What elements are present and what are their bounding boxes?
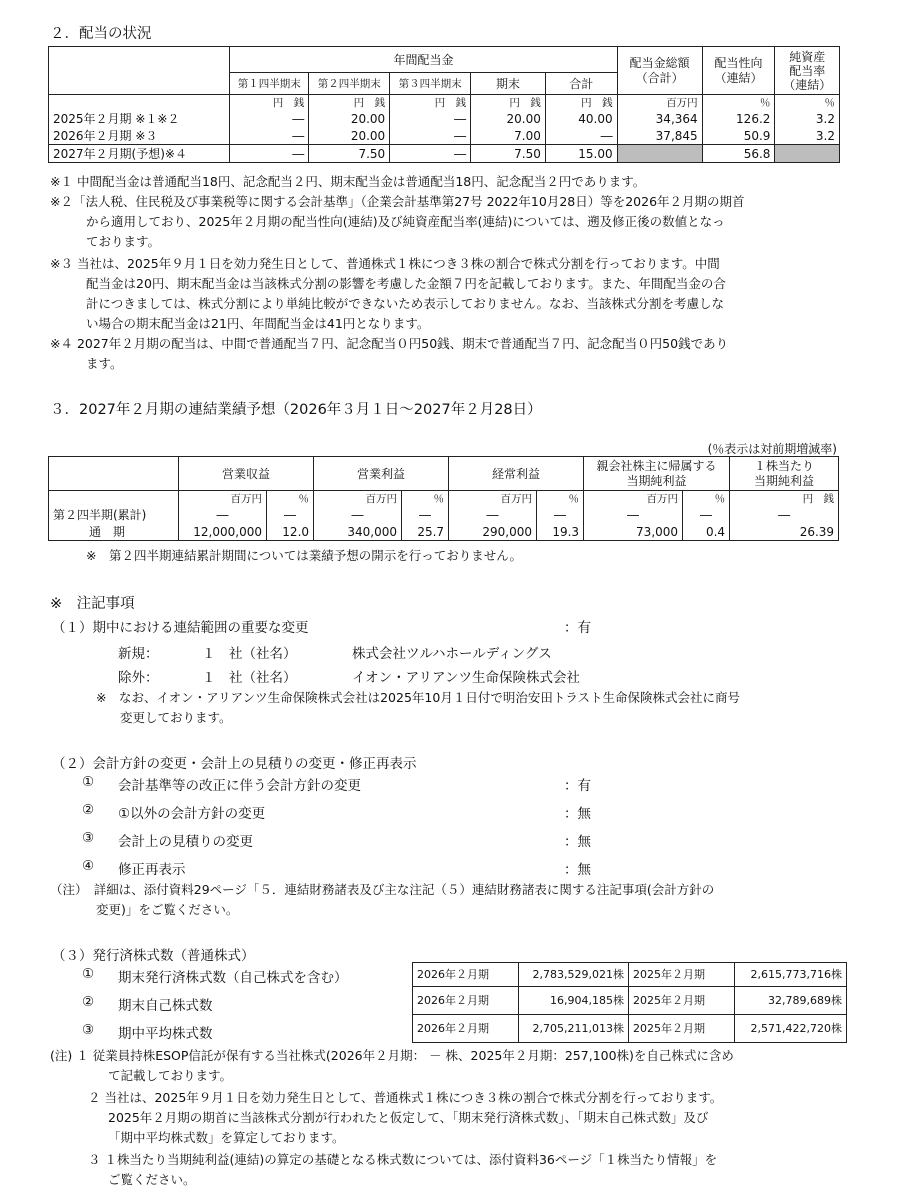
section2-title: ２．配当の状況 xyxy=(50,26,152,42)
cell-shaded xyxy=(617,145,702,163)
dividend-note: ます。 xyxy=(86,356,123,371)
nav-ratio-header: 純資産 配当率 （連結） xyxy=(775,47,840,95)
notes-title: ※ 注記事項 xyxy=(50,596,135,612)
cell: ― xyxy=(314,507,402,524)
excluded-count: １ 社（社名） xyxy=(202,670,297,686)
cell: ― xyxy=(230,145,309,163)
ord-income-header: 経常利益 xyxy=(449,457,584,491)
table-row xyxy=(413,963,847,987)
unit-yen: 円 銭 xyxy=(471,95,546,111)
shares-cell: 2,783,529,021株 xyxy=(519,963,629,987)
forecast-note: ※ 第２四半期連結累計期間については業績予想の開示を行っておりません。 xyxy=(86,548,522,563)
new-company: 株式会社ツルハホールディングス xyxy=(352,646,552,662)
eps-header: １株当たり 当期純利益 xyxy=(730,457,839,491)
cell: 7.00 xyxy=(471,128,546,145)
payout-total-header: 配当金総額 （合計） xyxy=(617,47,702,95)
unit-pct: ％ xyxy=(267,491,314,507)
shares-item-text: 期中平均株式数 xyxy=(118,1026,213,1042)
row-label: 第２四半期(累計) xyxy=(49,507,179,524)
dividend-note: ※３ 当社は、2025年９月１日を効力発生日として、普通株式１株につき３株の割合で株式分割を行っております。中間 xyxy=(50,256,720,271)
policy-remark: （注） 詳細は、添付資料29ページ「５．連結財務諸表及び主な注記（５）連結財務諸表に関する注記事項(会計方針の xyxy=(50,882,715,897)
revenue-header: 営業収益 xyxy=(179,457,314,491)
policy-item-text: 会計上の見積りの変更 xyxy=(118,834,253,850)
period-cell: 2025年２月期 xyxy=(629,987,735,1015)
cell: ― xyxy=(390,145,471,163)
cell: 126.2 xyxy=(702,111,775,128)
scope-change-title: （１）期中における連結範囲の重要な変更 xyxy=(52,620,309,636)
period-cell: 2026年２月期 xyxy=(413,987,519,1015)
annual-dividend-header: 年間配当金 xyxy=(230,47,617,73)
policy-item-num: ④ xyxy=(82,858,95,874)
new-count: １ 社（社名） xyxy=(202,646,297,662)
unit-yen: 円 銭 xyxy=(309,95,390,111)
scope-change-value: ：有 xyxy=(564,620,591,636)
cell: 290,000 xyxy=(449,524,537,541)
op-income-header: 営業利益 xyxy=(314,457,449,491)
cell: 56.8 xyxy=(702,145,775,163)
table-row xyxy=(413,1015,847,1043)
cell-shaded xyxy=(775,145,840,163)
dividend-note: い場合の期末配当金は21円、年間配当金は41円となります。 xyxy=(86,316,430,331)
row-label: 2027年２月期(予想)※４ xyxy=(49,145,230,163)
shares-cell: 2,571,422,720株 xyxy=(735,1015,847,1043)
net-income-header: 親会社株主に帰属する 当期純利益 xyxy=(584,457,730,491)
cell: 40.00 xyxy=(545,111,617,128)
policy-change-title: （２）会計方針の変更・会計上の見積りの変更・修正再表示 xyxy=(52,756,417,772)
period-cell: 2025年２月期 xyxy=(629,963,735,987)
cell: ― xyxy=(390,128,471,145)
period-cell: 2026年２月期 xyxy=(413,1015,519,1043)
shares-remark: (注) １ 従業員持株ESOP信託が保有する当社株式(2026年２月期： － 株、2025年２月期：257,100株)を自己株式に含め xyxy=(50,1048,734,1063)
shares-item-num: ① xyxy=(82,966,95,982)
table-row xyxy=(49,507,839,524)
policy-item-value: ：無 xyxy=(564,806,591,822)
fy-header: 期末 xyxy=(471,73,546,95)
shares-remark: 「期中平均株式数」を算定しております。 xyxy=(108,1130,345,1145)
cell: 20.00 xyxy=(309,111,390,128)
policy-item-num: ② xyxy=(82,802,95,818)
dividend-note: ※１ 中間配当金は普通配当18円、記念配当２円、期末配当金は普通配当18円、記念配当２円であります。 xyxy=(50,174,646,189)
policy-item-value: ：無 xyxy=(564,862,591,878)
unit-yen: 円 銭 xyxy=(390,95,471,111)
cell: 7.50 xyxy=(471,145,546,163)
cell: 12.0 xyxy=(267,524,314,541)
cell: ― xyxy=(730,507,839,524)
shares-item-num: ③ xyxy=(82,1022,95,1038)
policy-item-text: 会計基準等の改正に伴う会計方針の変更 xyxy=(118,778,361,794)
dividend-note: ております。 xyxy=(86,234,161,249)
cell: ― xyxy=(545,128,617,145)
shares-cell: 32,789,689株 xyxy=(735,987,847,1015)
unit-million: 百万円 xyxy=(584,491,683,507)
shares-item-text: 期末発行済株式数（自己株式を含む） xyxy=(118,970,348,986)
dividend-table xyxy=(48,46,840,163)
policy-item-num: ① xyxy=(82,774,95,790)
scope-remark: ※ なお、イオン・アリアンツ生命保険株式会社は2025年10月１日付で明治安田トラスト生命保険株式会社に商号 xyxy=(96,690,740,705)
cell: 20.00 xyxy=(471,111,546,128)
shares-remark: て記載しております。 xyxy=(108,1068,233,1083)
dividend-note: ※４ 2027年２月期の配当は、中間で普通配当７円、記念配当０円50銭、期末で普通配当７円、記念配当０円50銭であり xyxy=(50,336,729,351)
unit-pct: ％ xyxy=(702,95,775,111)
pct-note: (％表示は対前期増減率) xyxy=(707,442,837,456)
q1-header: 第１四半期末 xyxy=(230,73,309,95)
dividend-note: から適用しており、2025年２月期の配当性向(連結)及び純資産配当率(連結)については、遡及修正後の数値となっ xyxy=(86,214,725,229)
table-row xyxy=(49,524,839,541)
shares-table xyxy=(412,962,847,1043)
cell: 7.50 xyxy=(309,145,390,163)
unit-yen: 円 銭 xyxy=(730,491,839,507)
section3-title: ３．2027年２月期の連結業績予想（2026年３月１日～2027年２月28日） xyxy=(50,402,542,418)
policy-item-num: ③ xyxy=(82,830,95,846)
cell: 20.00 xyxy=(309,128,390,145)
shares-title: （３）発行済株式数（普通株式） xyxy=(52,948,255,964)
cell: 34,364 xyxy=(617,111,702,128)
dividend-note: ※２「法人税、住民税及び事業税等に関する会計基準」（企業会計基準第27号 2022年10月28日）等を2026年２月期の期首 xyxy=(50,194,745,209)
unit-million: 百万円 xyxy=(449,491,537,507)
period-cell: 2026年２月期 xyxy=(413,963,519,987)
unit-pct: ％ xyxy=(402,491,449,507)
policy-item-text: ①以外の会計方針の変更 xyxy=(118,806,266,822)
policy-item-value: ：有 xyxy=(564,778,591,794)
shares-cell: 2,705,211,013株 xyxy=(519,1015,629,1043)
payout-ratio-header: 配当性向 （連結） xyxy=(702,47,775,95)
unit-million: 百万円 xyxy=(617,95,702,111)
cell: 25.7 xyxy=(402,524,449,541)
unit-million: 百万円 xyxy=(314,491,402,507)
total-header: 合計 xyxy=(545,73,617,95)
cell: 73,000 xyxy=(584,524,683,541)
q3-header: 第３四半期末 xyxy=(390,73,471,95)
new-label: 新規： xyxy=(118,646,159,662)
cell: 26.39 xyxy=(730,524,839,541)
cell: ― xyxy=(179,507,267,524)
cell: ― xyxy=(390,111,471,128)
shares-remark: ２ 当社は、2025年９月１日を効力発生日として、普通株式１株につき３株の割合で株式分割を行っております。 xyxy=(88,1090,723,1105)
unit-pct: ％ xyxy=(775,95,840,111)
cell: 3.2 xyxy=(775,128,840,145)
row-label: 2025年２月期 ※１※２ xyxy=(49,111,230,128)
forecast-table xyxy=(48,456,839,541)
row-label: 通 期 xyxy=(49,524,179,541)
cell: 12,000,000 xyxy=(179,524,267,541)
unit-pct: ％ xyxy=(537,491,584,507)
excluded-label: 除外： xyxy=(118,670,159,686)
shares-item-num: ② xyxy=(82,994,95,1010)
cell: ― xyxy=(449,507,537,524)
cell: 19.3 xyxy=(537,524,584,541)
cell: 50.9 xyxy=(702,128,775,145)
unit-yen: 円 銭 xyxy=(230,95,309,111)
unit-yen: 円 銭 xyxy=(545,95,617,111)
shares-remark: ご覧ください。 xyxy=(108,1172,196,1187)
policy-remark: 変更)」をご覧ください。 xyxy=(96,902,239,917)
cell: ― xyxy=(402,507,449,524)
cell: ― xyxy=(230,111,309,128)
unit-pct: ％ xyxy=(683,491,730,507)
cell: 15.00 xyxy=(545,145,617,163)
period-cell: 2025年２月期 xyxy=(629,1015,735,1043)
cell: 37,845 xyxy=(617,128,702,145)
scope-remark: 変更しております。 xyxy=(120,710,232,725)
shares-remark: 2025年２月期の期首に当該株式分割が行われたと仮定して、「期末発行済株式数」、「期末自己株式数」及び xyxy=(108,1110,709,1125)
cell: ― xyxy=(537,507,584,524)
policy-item-text: 修正再表示 xyxy=(118,862,186,878)
cell: 3.2 xyxy=(775,111,840,128)
cell: 340,000 xyxy=(314,524,402,541)
shares-cell: 2,615,773,716株 xyxy=(735,963,847,987)
excluded-company: イオン・アリアンツ生命保険株式会社 xyxy=(352,670,581,686)
dividend-note: 配当金は20円、期末配当金は当該株式分割の影響を考慮した金額７円を記載しております。また、年間配当金の合 xyxy=(86,276,726,291)
q2-header: 第２四半期末 xyxy=(309,73,390,95)
cell: ― xyxy=(683,507,730,524)
cell: ― xyxy=(267,507,314,524)
policy-item-value: ：無 xyxy=(564,834,591,850)
table-row xyxy=(49,128,840,145)
dividend-note: 計につきましては、株式分割により単純比較ができないため表示しておりません。なお、当該株式分割を考慮しな xyxy=(86,296,725,311)
shares-cell: 16,904,185株 xyxy=(519,987,629,1015)
row-label: 2026年２月期 ※３ xyxy=(49,128,230,145)
table-row xyxy=(413,987,847,1015)
cell: ― xyxy=(584,507,683,524)
table-row xyxy=(49,145,840,163)
table-row xyxy=(49,111,840,128)
unit-million: 百万円 xyxy=(179,491,267,507)
cell: 0.4 xyxy=(683,524,730,541)
cell: ― xyxy=(230,128,309,145)
shares-item-text: 期末自己株式数 xyxy=(118,998,213,1014)
shares-remark: ３ １株当たり当期純利益(連結)の算定の基礎となる株式数については、添付資料36ページ「１株当たり情報」を xyxy=(88,1152,718,1167)
